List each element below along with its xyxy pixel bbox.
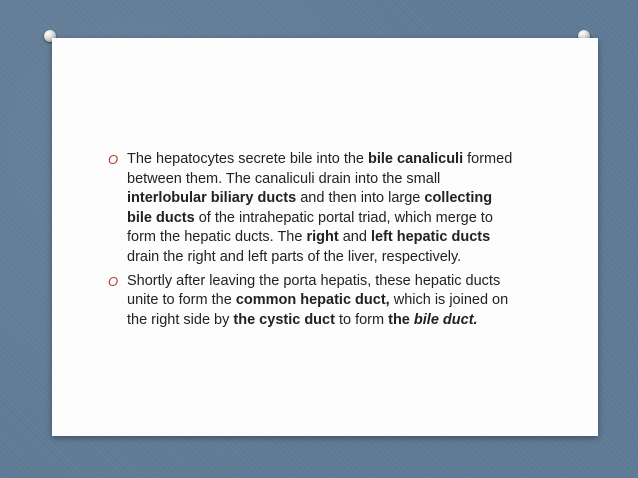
- bullet-text-run: The hepatocytes secrete bile into the: [127, 151, 369, 167]
- bullet-marker-icon: O: [108, 273, 119, 289]
- bullet-text-run: formed between them. The canaliculi drain into the small: [127, 151, 513, 187]
- bullet-text-run: interlobular biliary ducts: [127, 190, 297, 207]
- bullet-marker-icon: O: [108, 152, 119, 167]
- bullet-text-run: and then into large: [296, 190, 425, 207]
- bullet-text-run: to form: [334, 311, 389, 328]
- bullet-item: [108, 150, 518, 268]
- bullet-text-run: which is joined on the right side by: [127, 292, 509, 328]
- bullet-text-run: Shortly after leaving the porta hepatis, these hepatic ducts unite to form the: [127, 272, 501, 309]
- bullet-text-run: of the intrahepatic portal triad, which merge to form the hepatic ducts. The: [127, 209, 493, 246]
- bullet-text-run: common hepatic duct,: [235, 292, 390, 309]
- bullet-text-run: the cystic duct: [233, 311, 335, 328]
- bullet-text-run: right: [306, 229, 339, 246]
- bullet-text-run: bile duct.: [413, 311, 478, 328]
- bullet-text-run: bile canaliculi: [368, 151, 464, 167]
- bullet-text-run: the: [388, 311, 410, 328]
- bullet-text-run: and: [338, 229, 371, 246]
- bullet-item: [108, 272, 518, 331]
- bullet-text-run: left hepatic ducts: [370, 229, 491, 246]
- bullet-text-run: collecting bile ducts: [127, 190, 493, 226]
- slide-content: [108, 150, 518, 334]
- bullet-text-run: drain the right and left parts of the liver, respectively.: [127, 248, 462, 265]
